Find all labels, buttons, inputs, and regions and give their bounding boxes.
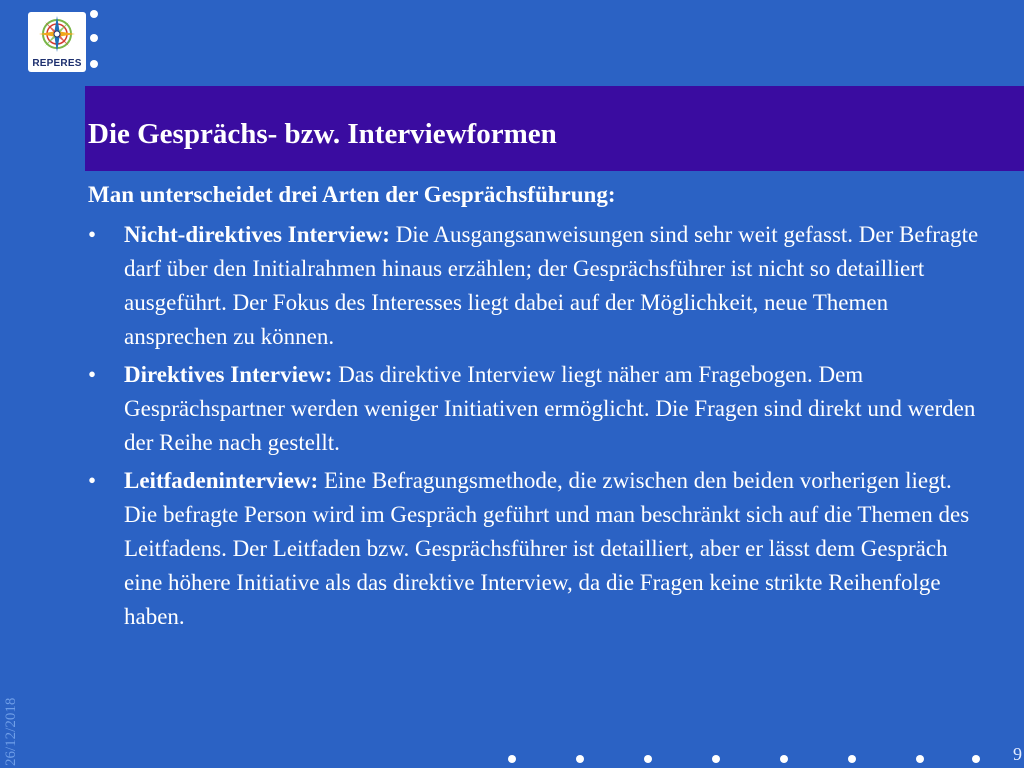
reperes-logo	[28, 12, 86, 72]
bullet-marker: •	[88, 362, 97, 387]
slide-content	[88, 178, 988, 638]
page-number: 9	[1013, 744, 1022, 764]
bullet-marker: •	[88, 222, 97, 247]
bullet-term: Direktives Interview:	[124, 362, 333, 387]
intro-text: Man unterscheidet drei Arten der Gesprächsführung:	[88, 182, 616, 207]
slide-title: Die Gesprächs- bzw. Interviewformen	[88, 118, 557, 150]
bullet-term: Nicht-direktives Interview:	[124, 222, 390, 247]
logo-text: REPERES	[32, 58, 82, 69]
bullet-text: Das direktive Interview liegt näher am Fragebogen. Dem Gesprächspartner werden weniger Initiativen ermöglicht. Die Fragen sind direkt und werden der Reihe nach gestellt.	[124, 362, 976, 455]
slide-date: 26/12/2018	[3, 697, 19, 766]
bullet-text: Die Ausgangsanweisungen sind sehr weit gefasst. Der Befragte darf über den Initialrahmen hinaus erzählen; der Gesprächsführer ist nicht so detailliert ausgeführt. Der Fokus des Interesses liegt dabei auf der Möglichkeit, neue Themen ansprechen zu können.	[124, 222, 979, 349]
compass-rose-icon	[37, 14, 77, 54]
bullet-text: Eine Befragungsmethode, die zwischen den beiden vorherigen liegt. Die befragte Person wird im Gespräch geführt und man beschränkt sich auf die Themen des Leitfadens. Der Leitfaden bzw. Gesprächsführer ist detailliert, aber er lässt dem Gespräch eine höhere Initiative als das direktive Interview, da die Fragen keine strikte Reihenfolge haben.	[124, 468, 970, 629]
bullet-term: Leitfadeninterview:	[124, 468, 319, 493]
bullet-item-guided	[88, 464, 988, 634]
bullet-list	[88, 218, 988, 634]
bullet-item-directive	[88, 358, 988, 460]
bullet-item-non-directive	[88, 218, 988, 354]
bullet-marker: •	[88, 468, 97, 493]
